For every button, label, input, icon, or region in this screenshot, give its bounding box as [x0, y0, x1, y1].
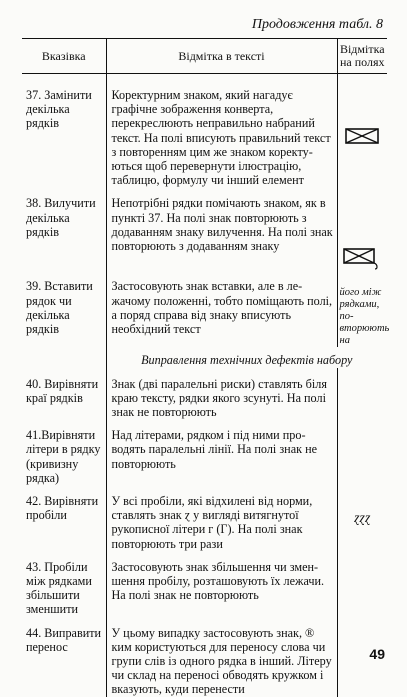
envelope-mark-icon — [345, 128, 379, 144]
column-header-margin-mark: Відмітка на полях — [337, 39, 387, 74]
row-text: У всі пробіли, які відхилені від норми, ставлять знак ɀ у вигляді витягнутої рукописної літери г (Г). На полі знак повторюють три рази — [106, 485, 337, 551]
table-row — [22, 74, 387, 188]
row-instruction: 43. Пробіли між рядками збільшити зменшити — [26, 559, 92, 617]
row-instruction: 37. Замінити декілька рядків — [26, 88, 92, 131]
row-margin — [337, 368, 387, 420]
envelope-delete-mark-icon — [343, 248, 381, 270]
row-text: Застосовують знак збільшення чи зменшення пробілу, розташовують їх лежачи. На полі знак не повторюють — [106, 551, 337, 617]
row-instruction: 41.Вирівняти літери в рядку (кривизну рядка) — [26, 428, 101, 485]
row-text: Знак (дві паралельні риски) ставлять біля краю тексту, рядки якого зсунуті. На полі знак не повторюють — [106, 368, 337, 420]
row-margin — [337, 74, 387, 188]
table-row — [22, 368, 387, 420]
corrections-table — [22, 38, 390, 697]
section-row — [22, 347, 387, 367]
row-instruction: 42. Вирівняти пробіли — [26, 494, 99, 523]
row-instruction: 44. Виправити перенос — [26, 625, 102, 654]
column-header-instruction: Вказівка — [22, 39, 106, 74]
table-row — [22, 419, 387, 485]
row-text: Непотрібні рядки помічають знаком, як в пункті 37. На полі знак повторюють з додаванням знаку вилучення. На полі знак повторюють з додаванням знаку — [106, 187, 337, 270]
row-margin — [337, 187, 387, 270]
table-row — [22, 270, 387, 347]
row-instruction: 39. Вставити рядок чи декілька рядків — [26, 279, 93, 337]
insert-margin-text: його між рядками, повторюють на — [339, 287, 390, 347]
row-margin — [337, 419, 387, 485]
table-row — [22, 551, 387, 617]
row-text: Застосовують знак вставки, але в лежачому положенні, тобто поміщають полі, а поряд справа від знаку вписують необхідний текст — [106, 270, 337, 347]
row-text: Над літерами, рядком і під ними проводять паралельні лінії. На полі знак не повторюють — [106, 419, 337, 485]
row-text: Коректурним знаком, який нагадує графічне зображення конверта, перекреслюють неправильно набраний текст. На полі вписують правильний текст з повторенням цим же знаком коректуються щоб перевернути ілюстрацію, таблицю, формулу чи інший елемент — [106, 74, 337, 188]
row-margin — [337, 551, 387, 617]
row-text: У цьому випадку застосовують знак, ® ким користуються для переносу слова чи групи слів із одного рядка в інший. Літеру чи склад на переносі обводять кружком і вказують, куди перенести — [106, 617, 337, 697]
section-empty-cell — [22, 347, 106, 367]
table-row — [22, 485, 387, 551]
row-instruction: 38. Вилучити декілька рядків — [26, 196, 96, 239]
table-row — [22, 617, 387, 697]
row-instruction: 40. Вирівняти краї рядків — [26, 376, 99, 405]
row-margin — [337, 270, 390, 347]
row-margin — [337, 485, 387, 551]
column-header-text-mark: Відмітка в тексті — [106, 39, 337, 74]
table-row — [22, 187, 387, 270]
spaces-margin-mark: ɀɀɀ — [354, 511, 371, 527]
page-number: 49 — [369, 646, 385, 662]
page-header: Продовження табл. 8 — [251, 17, 383, 32]
table-header-row — [22, 39, 387, 74]
section-title: Виправлення технічних дефектів набору — [106, 347, 387, 367]
